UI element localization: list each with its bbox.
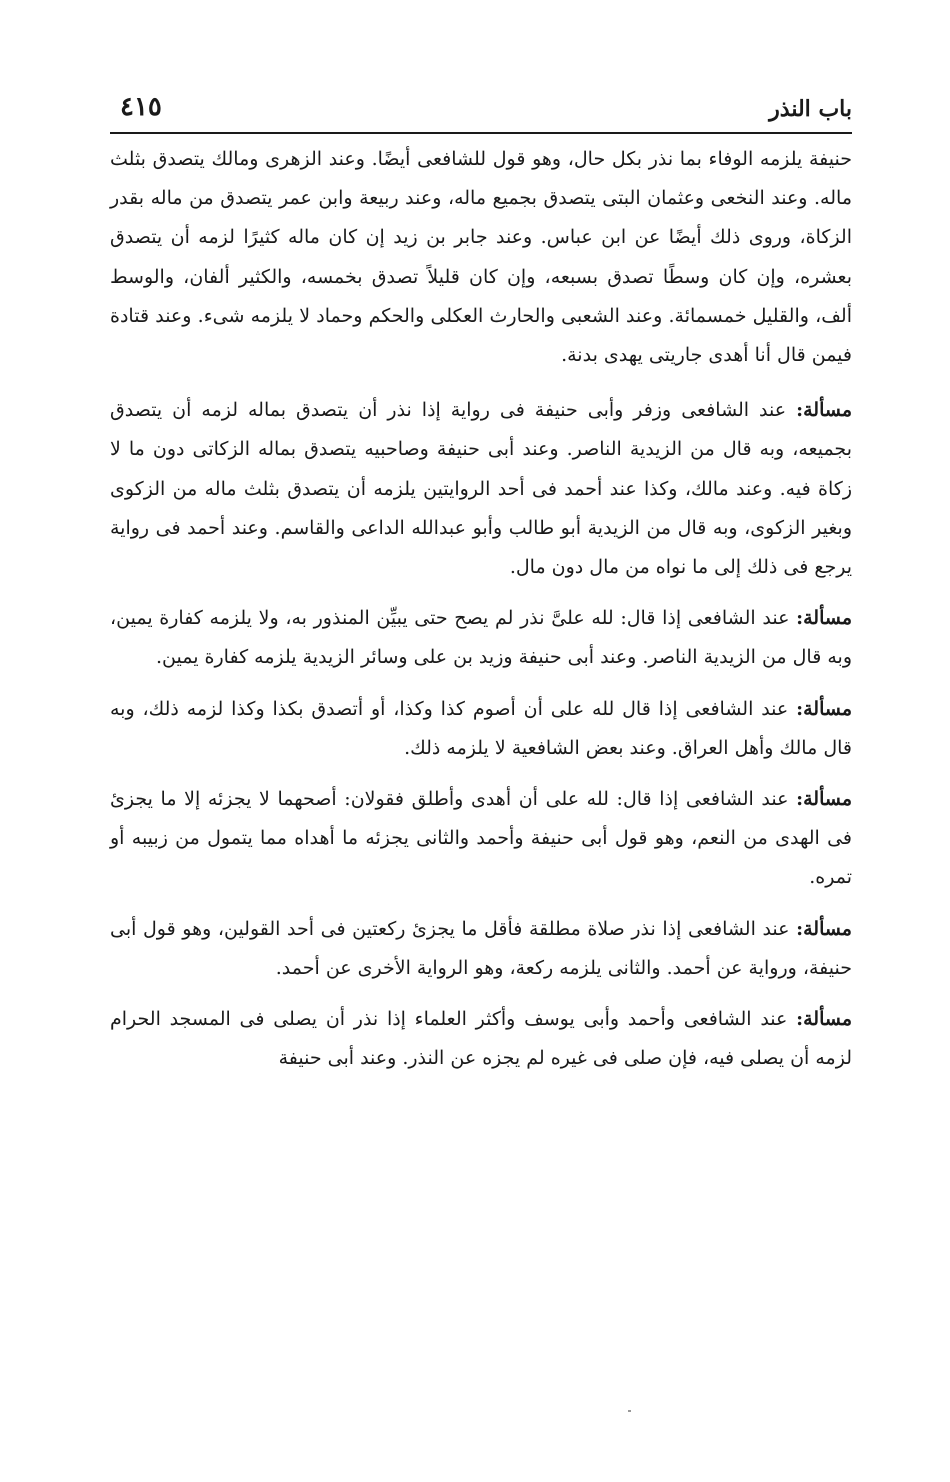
paragraph-text: عند الشافعى وزفر وأبى حنيفة فى رواية إذا نذر أن يتصدق بماله لزمه أن يتصدق بجميعه، وبه قال من الزيدية الناصر. وعند أبى حنيفة وصاحبيه يتصدق بماله الزكاتى دون ما لا زكاة فيه. وعند مالك، وكذا عند أحمد فى أحد الروايتين يلزمه أن يتصدق بثلث ماله من الزكوى وبغير الزكوى، وبه قال من الزيدية أبو طالب وأبو عبدالله الداعى والقاسم. وعند أحمد فى رواية يرجع فى ذلك إلى ما نواه من مال دون مال. (110, 399, 852, 579)
running-title: باب النذر (769, 96, 852, 122)
body-text (110, 140, 852, 1078)
paragraph (110, 391, 852, 587)
paragraph-text: عند الشافعى إذا نذر صلاة مطلقة فأقل ما يجزئ ركعتين فى أحد القولين، وهو قول أبى حنيفة، ورواية عن أحمد. والثانى يلزمه ركعة، وهو الرواية الأخرى عن أحمد. (110, 917, 852, 979)
paragraph (110, 780, 852, 898)
paragraph (110, 599, 852, 677)
book-page (110, 88, 852, 1090)
paragraph-text: حنيفة يلزمه الوفاء بما نذر بكل حال، وهو قول للشافعى أيضًا. وعند الزهرى ومالك يتصدق بثلث ماله. وعند النخعى وعثمان البتى يتصدق بجميع ماله، وعند ربيعة وابن عمر يتصدق من ماله بقدر الزكاة، وروى ذلك أيضًا عن ابن عباس. وعند جابر بن زيد إن كان ماله كثيرًا لزمه أن يتصدق بعشره، وإن كان وسطًا تصدق بسبعه، وإن كان قليلاً تصدق بخمسه، والكثير ألفان، والوسط ألف، والقليل خمسمائة. وعند الشعبى والحارث العكلى والحكم وحماد لا يلزمه شىء. وعند قتادة فيمن قال أنا أهدى جاريتى يهدى بدنة. (110, 148, 852, 367)
paragraph-text: عند الشافعى إذا قال: لله علىَّ نذر لم يصح حتى يبيِّن المنذور به، ولا يلزمه كفارة يمين، وبه قال من الزيدية الناصر. وعند أبى حنيفة وزيد بن على وسائر الزيدية يلزمه كفارة يمين. (110, 607, 852, 669)
paragraph-text: عند الشافعى إذا قال: لله على أن أهدى وأطلق فقولان: أصحهما لا يجزئه إلا ما يجزئ فى الهدى من النعم، وهو قول أبى حنيفة وأحمد والثانى يجزئه ما أهداه مما يتمول من زبيبه أو تمره. (110, 788, 852, 889)
issue-label: مسألة: (796, 917, 852, 940)
issue-label: مسألة: (796, 607, 852, 630)
paragraph (110, 140, 852, 375)
page-number: ٤١٥ (120, 92, 162, 122)
paragraph (110, 690, 852, 768)
paragraph (110, 910, 852, 988)
paragraph-text: عند الشافعى وأحمد وأبى يوسف وأكثر العلماء إذا نذر أن يصلى فى المسجد الحرام لزمه أن يصلى فيه، فإن صلى فى غيره لم يجزه عن النذر. وعند أبى حنيفة (110, 1008, 852, 1070)
issue-label: مسألة: (796, 788, 852, 811)
scan-speck (628, 1410, 631, 1412)
issue-label: مسألة: (796, 697, 852, 720)
paragraph (110, 1000, 852, 1078)
page-header (110, 88, 852, 134)
issue-label: مسألة: (796, 1008, 852, 1031)
paragraph-text: عند الشافعى إذا قال لله على أن أصوم كذا وكذا، أو أتصدق بكذا وكذا لزمه ذلك، وبه قال مالك وأهل العراق. وعند بعض الشافعية لا يلزمه ذلك. (110, 697, 852, 759)
issue-label: مسألة: (796, 399, 852, 422)
